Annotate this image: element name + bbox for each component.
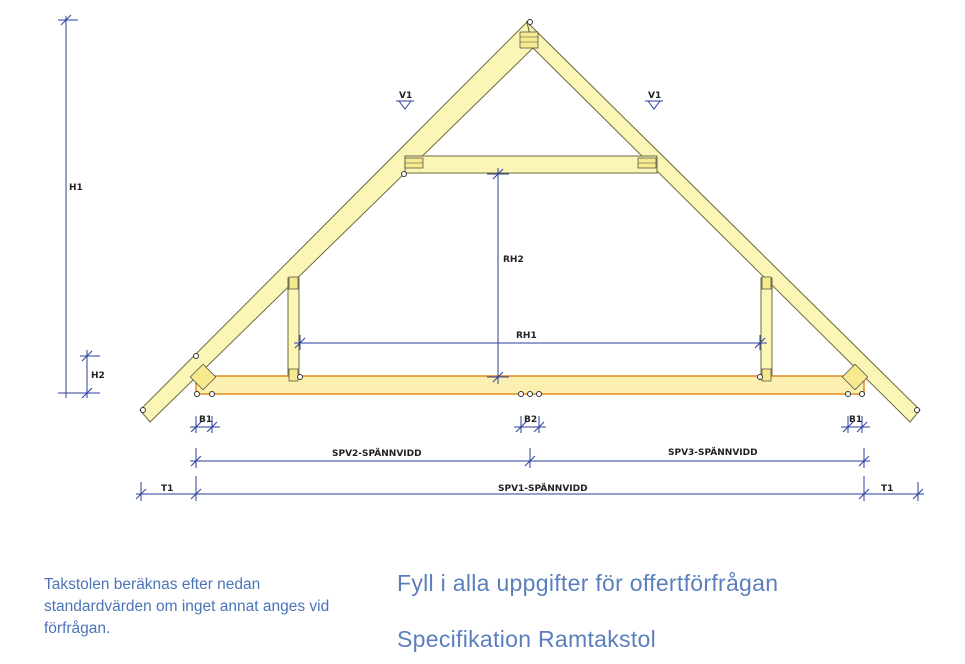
dimension-spv3 — [524, 447, 870, 468]
standard-values-note: Takstolen beräknas efter nedan standardvärden om inget annat anges vid förfrågan. — [44, 576, 330, 637]
svg-text:B1: B1 — [199, 415, 213, 425]
dimension-h2 — [80, 350, 105, 398]
svg-text:B1: B1 — [849, 415, 863, 425]
t1-right-label: T1 — [881, 484, 894, 494]
rh1-label: RH1 — [516, 331, 537, 341]
dimension-spv1 — [136, 476, 924, 501]
pitch-marker-right — [645, 91, 663, 109]
left-knee-post — [288, 278, 299, 378]
dimension-spv2 — [190, 448, 536, 468]
rh2-label: RH2 — [503, 255, 524, 265]
right-rafter — [527, 22, 920, 422]
dimension-b1-right — [841, 415, 870, 433]
svg-text:V1: V1 — [399, 91, 413, 101]
right-knee-post — [761, 278, 772, 378]
pitch-marker-left — [396, 91, 414, 109]
svg-text:V1: V1 — [648, 91, 662, 101]
truss-nodes — [141, 20, 920, 413]
dimension-rh1 — [294, 331, 767, 350]
quote-request-heading: Fyll i alla uppgifter för offertförfrågan — [397, 570, 779, 596]
dimension-b1-left — [190, 415, 220, 433]
left-rafter — [140, 22, 533, 422]
dimension-h1 — [58, 15, 100, 398]
t1-left-label: T1 — [161, 484, 174, 494]
h1-label: H1 — [69, 183, 83, 193]
svg-text:B2: B2 — [524, 415, 538, 425]
svg-text:SPV3-SPÄNNVIDD: SPV3-SPÄNNVIDD — [668, 448, 758, 458]
dimension-b2 — [514, 415, 546, 433]
collar-beam — [405, 156, 657, 173]
h2-label: H2 — [91, 371, 105, 381]
svg-text:SPV2-SPÄNNVIDD: SPV2-SPÄNNVIDD — [332, 449, 422, 459]
spec-heading: Specifikation Ramtakstol — [397, 626, 657, 652]
dimension-rh2 — [487, 168, 524, 384]
svg-text:SPV1-SPÄNNVIDD: SPV1-SPÄNNVIDD — [498, 484, 588, 494]
